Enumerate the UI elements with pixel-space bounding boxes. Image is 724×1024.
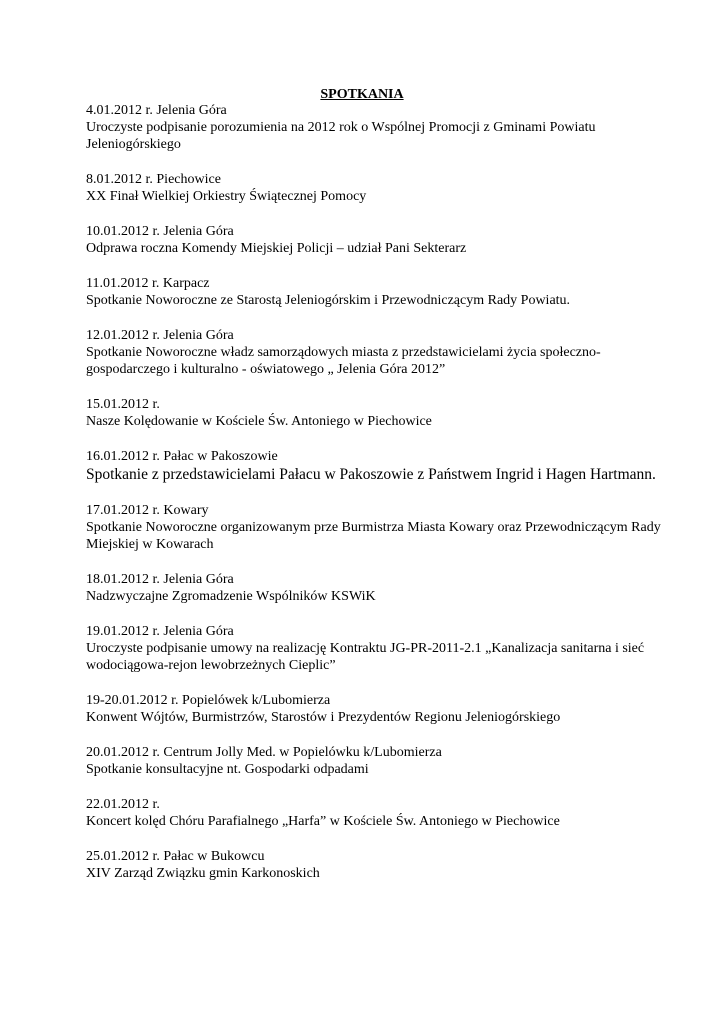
entry-date: 25.01.2012 r. Pałac w Bukowcu	[86, 849, 265, 864]
list-item	[86, 692, 676, 726]
list-item	[86, 796, 676, 830]
entry-description: Koncert kolęd Chóru Parafialnego „Harfa” w Kościele Św. Antoniego w Piechowice	[86, 814, 560, 829]
entry-description: XX Finał Wielkiej Orkiestry Świątecznej Pomocy	[86, 189, 367, 204]
entry-description: Odprawa roczna Komendy Miejskiej Policji – udział Pani Sekterarz	[86, 241, 467, 256]
entry-date: 16.01.2012 r. Pałac w Pakoszowie	[86, 449, 278, 464]
list-item	[86, 171, 676, 205]
entry-description: Spotkanie konsultacyjne nt. Gospodarki odpadami	[86, 762, 369, 777]
entry-date: 4.01.2012 r. Jelenia Góra	[86, 103, 227, 118]
entry-date: 17.01.2012 r. Kowary	[86, 503, 209, 518]
entry-description: Uroczyste podpisanie porozumienia na 2012 rok o Wspólnej Promocji z Gminami Powiatu Jeleniogórskiego	[86, 120, 596, 152]
meetings-list	[86, 102, 676, 900]
entry-date: 10.01.2012 r. Jelenia Góra	[86, 224, 234, 239]
entry-date: 11.01.2012 r. Karpacz	[86, 276, 210, 291]
list-item	[86, 623, 676, 674]
list-item	[86, 502, 676, 553]
entry-description: Spotkanie Noworoczne ze Starostą Jeleniogórskim i Przewodniczącym Rady Powiatu.	[86, 293, 571, 308]
entry-description: Spotkanie Noworoczne organizowanym prze Burmistrza Miasta Kowary oraz Przewodniczącym Rady Miejskiej w Kowarach	[86, 520, 661, 552]
list-item	[86, 848, 676, 882]
list-item	[86, 275, 676, 309]
entry-description: Nasze Kolędowanie w Kościele Św. Antoniego w Piechowice	[86, 414, 432, 429]
list-item	[86, 327, 676, 378]
entry-date: 18.01.2012 r. Jelenia Góra	[86, 572, 234, 587]
entry-date: 8.01.2012 r. Piechowice	[86, 172, 221, 187]
entry-description: Spotkanie Noworoczne władz samorządowych miasta z przedstawicielami życia społeczno-gospodarczego i kulturalno - oświatowego „ Jelenia Góra 2012”	[86, 345, 601, 377]
entry-date: 19-20.01.2012 r. Popielówek k/Lubomierza	[86, 693, 331, 708]
list-item	[86, 102, 676, 153]
entry-description: Uroczyste podpisanie umowy na realizację Kontraktu JG-PR-2011-2.1 „Kanalizacja sanitarna i sieć wodociągowa-rejon lewobrzeżnych Cieplic”	[86, 641, 645, 673]
list-item	[86, 571, 676, 605]
list-item	[86, 744, 676, 778]
entry-date: 20.01.2012 r. Centrum Jolly Med. w Popielówku k/Lubomierza	[86, 745, 442, 760]
entry-date: 12.01.2012 r. Jelenia Góra	[86, 328, 234, 343]
page-title: SPOTKANIA	[320, 87, 404, 102]
entry-description: Nadzwyczajne Zgromadzenie Wspólników KSWiK	[86, 589, 376, 604]
list-item	[86, 396, 676, 430]
entry-description: XIV Zarząd Związku gmin Karkonoskich	[86, 866, 320, 881]
entry-description: Spotkanie z przedstawicielami Pałacu w Pakoszowie z Państwem Ingrid i Hagen Hartmann.	[86, 466, 656, 483]
list-item	[86, 448, 676, 484]
entry-date: 15.01.2012 r.	[86, 397, 160, 412]
list-item	[86, 223, 676, 257]
entry-description: Konwent Wójtów, Burmistrzów, Starostów i Prezydentów Regionu Jeleniogórskiego	[86, 710, 561, 725]
entry-date: 22.01.2012 r.	[86, 797, 160, 812]
entry-date: 19.01.2012 r. Jelenia Góra	[86, 624, 234, 639]
